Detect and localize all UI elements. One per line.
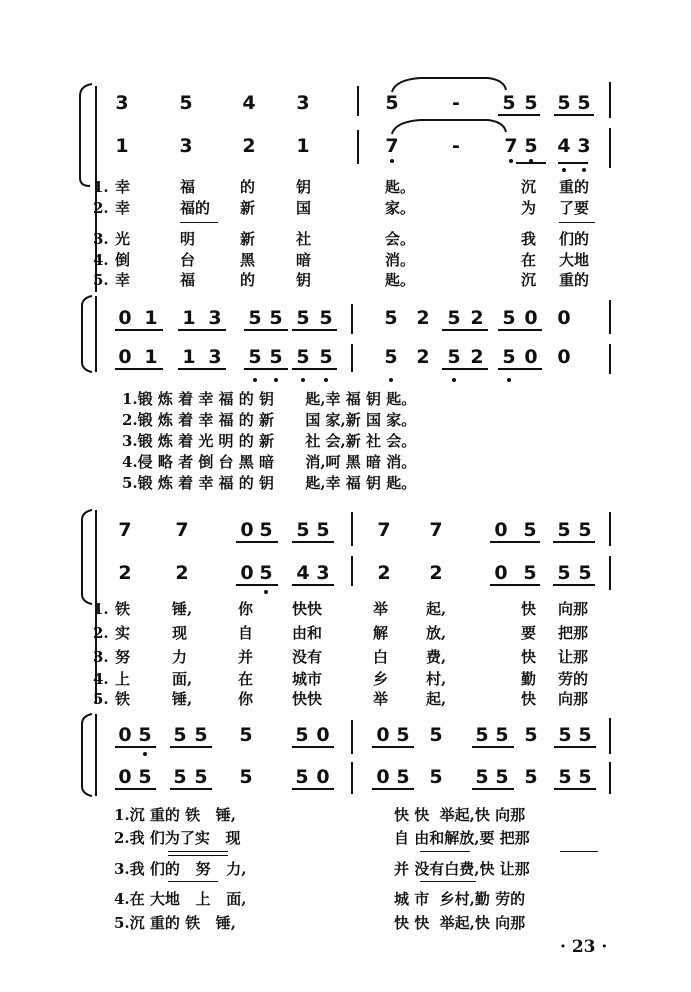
note: 5	[138, 766, 152, 788]
lyric: 匙。	[385, 178, 416, 196]
note: 0	[240, 519, 254, 541]
verse-line: 4.在 大地 上 面,	[114, 890, 247, 908]
lyric: 锤,	[172, 690, 193, 708]
note: 5	[269, 346, 283, 368]
beam	[292, 746, 334, 748]
verse-line: 3.我 们的 努 力,	[114, 860, 247, 878]
lyric: 黑	[240, 251, 256, 269]
note: 5	[316, 519, 330, 541]
note: 1	[144, 307, 158, 329]
note: 5	[502, 92, 516, 114]
lyric: 把那	[558, 624, 589, 642]
note: 3	[208, 346, 222, 368]
lyric: 城市	[292, 670, 323, 688]
lyric: 幸	[115, 271, 131, 289]
lyric: 为	[521, 199, 537, 217]
verse-number: 4.	[93, 251, 109, 269]
note: 5	[502, 346, 516, 368]
note: 0	[118, 346, 132, 368]
lyric: 村,	[426, 670, 447, 688]
lyric: 起,	[426, 600, 447, 618]
note: 0	[118, 724, 132, 746]
slur-line	[168, 855, 228, 856]
note: 0	[524, 346, 538, 368]
lyric: 并	[238, 648, 254, 666]
note: 3	[316, 562, 330, 584]
verse-number: 2.	[93, 624, 109, 642]
verse-line: 3.锻 炼 着 光 明 的 新 社 会,新 社 会。	[122, 432, 417, 450]
verse-line: 2.锻 炼 着 幸 福 的 新 国 家,新 国 家。	[122, 411, 417, 429]
beam	[554, 788, 596, 790]
note: 0	[524, 307, 538, 329]
beam	[170, 746, 212, 748]
note: 5	[495, 766, 509, 788]
page-number: · 23 ·	[560, 937, 608, 957]
verse-number: 1.	[93, 178, 109, 196]
note: 7	[429, 519, 443, 541]
lyric: 劳的	[558, 670, 589, 688]
lyric: 向那	[558, 600, 589, 618]
note: 5	[577, 92, 591, 114]
beam	[472, 788, 514, 790]
lyric: 钥	[296, 271, 312, 289]
note: 5	[558, 724, 572, 746]
note: 0	[376, 724, 390, 746]
note: 2	[416, 307, 430, 329]
note: 7	[377, 519, 391, 541]
note: 5	[578, 766, 592, 788]
verse-line-right: 自 由和解放,要 把那	[394, 829, 530, 847]
note: 5	[557, 519, 571, 541]
note: 5	[319, 307, 333, 329]
note: 5	[295, 766, 309, 788]
lyric: 明	[180, 230, 196, 248]
note: 2	[470, 346, 484, 368]
note: 3	[296, 92, 310, 114]
lyric: 台	[180, 251, 196, 269]
note: 1	[182, 307, 196, 329]
note: 5	[558, 766, 572, 788]
beam	[372, 788, 414, 790]
lyric: 暗	[296, 251, 312, 269]
lyric: 在	[238, 670, 254, 688]
note: 5	[269, 307, 283, 329]
note: 0	[316, 724, 330, 746]
lyric: 举	[373, 690, 389, 708]
lyric: 你	[238, 600, 254, 618]
note: 5	[578, 519, 592, 541]
note: 0	[118, 307, 132, 329]
beam	[170, 788, 212, 790]
note: 5	[429, 766, 443, 788]
note: 0	[557, 307, 571, 329]
verse-line: 4.侵 略 者 倒 台 黑 暗 消,呵 黑 暗 消。	[122, 453, 417, 471]
verse-number: 3.	[93, 648, 109, 666]
verse-line: 1.沉 重的 铁 锤,	[114, 806, 236, 824]
lyric: 快快	[292, 600, 323, 618]
note: 5	[495, 724, 509, 746]
note: 5	[138, 724, 152, 746]
note: 5	[475, 724, 489, 746]
lyric: 福的	[180, 199, 211, 217]
note: 5	[194, 766, 208, 788]
note: 5	[447, 307, 461, 329]
lyric: 重的	[559, 271, 590, 289]
beam	[554, 746, 596, 748]
verse-line-right: 城 市 乡村,勤 劳的	[394, 890, 526, 908]
note: 5	[296, 346, 310, 368]
note: 5	[523, 562, 537, 584]
note: 0	[240, 562, 254, 584]
verse-number: 1.	[93, 600, 109, 618]
lyric: 会。	[385, 230, 416, 248]
lyric: 快	[521, 690, 537, 708]
lyric: 快	[521, 648, 537, 666]
lyric: 快快	[292, 690, 323, 708]
lyric: 在	[521, 251, 537, 269]
beam	[292, 788, 334, 790]
note: 5	[578, 724, 592, 746]
note: 0	[494, 519, 508, 541]
note: 5	[259, 562, 273, 584]
note: 4	[242, 92, 256, 114]
octave-dot	[143, 752, 147, 756]
lyric: 钥	[296, 178, 312, 196]
note: 0	[557, 346, 571, 368]
lyric: 上	[115, 670, 131, 688]
note: 5	[396, 766, 410, 788]
note: 2	[429, 562, 443, 584]
dash: -	[452, 92, 460, 114]
note: 5	[239, 724, 253, 746]
note: 5	[396, 724, 410, 746]
lyric: 举	[373, 600, 389, 618]
note: 2	[377, 562, 391, 584]
lyric: 放,	[426, 624, 447, 642]
note: 5	[319, 346, 333, 368]
note: 3	[577, 135, 591, 157]
lyric: 乡	[373, 670, 389, 688]
lyric: 白	[373, 648, 389, 666]
lyric: 面,	[172, 670, 193, 688]
note: 5	[524, 724, 538, 746]
slur-line	[168, 851, 228, 852]
note: 5	[578, 562, 592, 584]
note: 5	[179, 92, 193, 114]
note: 4	[296, 562, 310, 584]
note: 5	[524, 766, 538, 788]
note: 3	[115, 92, 129, 114]
note: 5	[523, 519, 537, 541]
lyric: 新	[240, 199, 256, 217]
lyric: 让那	[558, 648, 589, 666]
verse-line: 5.锻 炼 着 幸 福 的 钥 匙,幸 福 钥 匙。	[122, 474, 417, 492]
lyric: 们的	[559, 230, 590, 248]
note: 5	[384, 346, 398, 368]
lyric: 社	[296, 230, 312, 248]
lyric: 起,	[426, 690, 447, 708]
lyric: 由和	[292, 624, 323, 642]
verse-number: 2.	[93, 199, 109, 217]
lyric: 幸	[115, 199, 131, 217]
lyric: 的	[240, 178, 256, 196]
lyric: 你	[238, 690, 254, 708]
note: 2	[242, 135, 256, 157]
note: 5	[524, 92, 538, 114]
slur-line	[420, 881, 476, 882]
verse-number: 4.	[93, 670, 109, 688]
note: 7	[118, 519, 132, 541]
verse-number: 5.	[93, 690, 109, 708]
note: 5	[173, 766, 187, 788]
lyric: 锤,	[172, 600, 193, 618]
lyric: 沉	[521, 178, 537, 196]
beam	[115, 788, 156, 790]
beam	[372, 746, 414, 748]
slur-line	[168, 881, 218, 882]
lyric: 要	[521, 624, 537, 642]
lyric: 努	[115, 648, 131, 666]
note: 5	[524, 135, 538, 157]
lyric: 消。	[385, 251, 416, 269]
note: 1	[182, 346, 196, 368]
note: 1	[296, 135, 310, 157]
lyric: 幸	[115, 178, 131, 196]
note: 0	[118, 766, 132, 788]
note: 0	[376, 766, 390, 788]
lyric: 国	[296, 199, 312, 217]
note: 2	[118, 562, 132, 584]
note: 5	[248, 346, 262, 368]
note: 4	[557, 135, 571, 157]
slur-line	[420, 851, 470, 852]
lyric: 实	[115, 624, 131, 642]
note: 1	[144, 346, 158, 368]
lyric: 现	[172, 624, 188, 642]
note: 5	[239, 766, 253, 788]
lyric: 铁	[115, 690, 131, 708]
lyric: 没有	[292, 648, 323, 666]
lyric: 家。	[385, 199, 416, 217]
beam	[115, 746, 156, 748]
note: 5	[502, 307, 516, 329]
note: 5	[385, 92, 399, 114]
lyric: 费,	[426, 648, 447, 666]
verse-number: 3.	[93, 230, 109, 248]
lyric: 福	[180, 178, 196, 196]
note: 7	[175, 519, 189, 541]
lyric: 沉	[521, 271, 537, 289]
lyric: 自	[238, 624, 254, 642]
lyric: 我	[521, 230, 537, 248]
note: 5	[259, 519, 273, 541]
note: 5	[248, 307, 262, 329]
note: 5	[557, 562, 571, 584]
slur-line	[560, 851, 598, 852]
verse-line-right: 快 快 举起,快 向那	[394, 914, 526, 932]
note: 7	[385, 135, 399, 157]
note: 2	[175, 562, 189, 584]
note: 5	[296, 307, 310, 329]
note: 7	[504, 135, 518, 157]
verse-line: 2.我 们为了实 现	[114, 829, 241, 847]
note: 3	[208, 307, 222, 329]
note: 1	[115, 135, 129, 157]
lyric: 勤	[521, 670, 537, 688]
lyric: 匙。	[385, 271, 416, 289]
note: 0	[494, 562, 508, 584]
verse-line-right: 快 快 举起,快 向那	[394, 806, 526, 824]
note: 5	[295, 724, 309, 746]
lyric: 光	[115, 230, 131, 248]
note: 5	[384, 307, 398, 329]
lyric: 的	[240, 271, 256, 289]
verse-line: 5.沉 重的 铁 锤,	[114, 914, 236, 932]
lyric: 福	[180, 271, 196, 289]
lyric: 新	[240, 230, 256, 248]
note: 5	[475, 766, 489, 788]
note: 5	[194, 724, 208, 746]
lyric: 倒	[115, 251, 131, 269]
lyric: 力	[172, 648, 188, 666]
note: 3	[179, 135, 193, 157]
note: 2	[470, 307, 484, 329]
note: 2	[416, 346, 430, 368]
lyric: 大地	[559, 251, 590, 269]
dash: -	[452, 135, 460, 157]
verse-line: 1.锻 炼 着 幸 福 的 钥 匙,幸 福 钥 匙。	[122, 390, 417, 408]
note: 0	[316, 766, 330, 788]
lyric: 铁	[115, 600, 131, 618]
verse-number: 5.	[93, 271, 109, 289]
note: 5	[173, 724, 187, 746]
lyric: 重的	[559, 178, 590, 196]
note: 5	[447, 346, 461, 368]
lyric: 解	[373, 624, 389, 642]
lyric: 向那	[558, 690, 589, 708]
lyric: 了要	[559, 199, 590, 217]
lyric: 快	[521, 600, 537, 618]
note: 5	[296, 519, 310, 541]
verse-line-right: 并 没有白费,快 让那	[394, 860, 530, 878]
beam	[472, 746, 514, 748]
note: 5	[429, 724, 443, 746]
note: 5	[557, 92, 571, 114]
